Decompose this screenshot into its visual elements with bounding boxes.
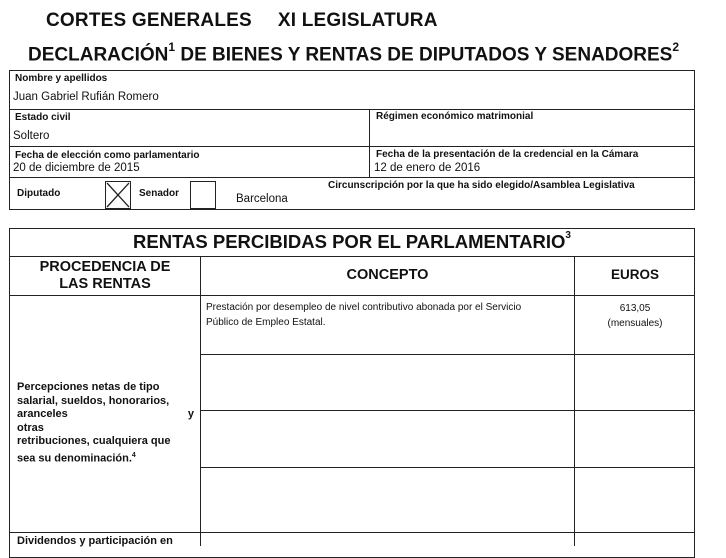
election-date-field[interactable]: 20 de diciembre de 2015 xyxy=(13,162,140,174)
header-line1 xyxy=(46,10,438,32)
footnote-ref-2: 2 xyxy=(672,40,680,54)
rentas-title-text: RENTAS PERCIBIDAS POR EL PARLAMENTARIO xyxy=(133,231,566,252)
perc-line5-text: sea su denominación. xyxy=(17,452,132,465)
senador-checkbox[interactable] xyxy=(190,181,216,209)
declaration-title xyxy=(28,42,679,66)
percepciones-label xyxy=(17,381,194,466)
perc-line1: Percepciones netas de tipo xyxy=(17,381,160,393)
civil-status-label: Estado civil xyxy=(15,112,71,123)
footnote-ref-3: 3 xyxy=(565,229,571,241)
rentas-section-title xyxy=(9,231,695,253)
dividendos-label: Dividendos y participación en xyxy=(17,535,173,547)
circumscription-field[interactable]: Barcelona xyxy=(236,193,288,205)
diputado-label: Diputado xyxy=(17,188,61,199)
header-euros: EUROS xyxy=(610,267,659,282)
checkmark-x-icon xyxy=(106,182,130,208)
perc-line3 xyxy=(17,408,194,435)
name-label: Nombre y apellidos xyxy=(15,73,108,84)
footnote-ref-1: 1 xyxy=(168,40,176,54)
perc-line3-text: aranceles y otras xyxy=(17,408,194,434)
circumscription-label: Circunscripción por la que ha sido elegido/Asamblea Legislativa xyxy=(328,180,635,191)
marital-regime-label: Régimen económico matrimonial xyxy=(376,111,534,122)
perc-line2: salarial, sueldos, honorarios, xyxy=(17,394,170,407)
perc-line4: retribuciones, cualquiera que xyxy=(17,435,171,447)
row1-concepto xyxy=(206,300,521,330)
credential-date-field[interactable]: 12 de enero de 2016 xyxy=(374,162,481,174)
senador-label: Senador xyxy=(139,188,180,199)
credential-date-label: Fecha de la presentación de la credencial en la Cámara xyxy=(376,149,639,160)
row1-concepto-line1: Prestación por desempleo de nivel contributivo abonada por el Servicio xyxy=(206,302,522,313)
legislatura-title: XI LEGISLATURA xyxy=(277,10,438,31)
name-field[interactable]: Juan Gabriel Rufián Romero xyxy=(13,91,159,103)
perc-line5 xyxy=(17,449,194,466)
row1-euros-period: (mensuales) xyxy=(607,318,663,329)
civil-status-field[interactable]: Soltero xyxy=(13,130,50,142)
row1-concepto-line2: Público de Empleo Estatal. xyxy=(206,317,326,328)
row1-euros xyxy=(575,301,695,331)
declaration-title-part1: DECLARACIÓN xyxy=(28,44,169,66)
diputado-checkbox[interactable] xyxy=(105,181,131,209)
row1-euros-value: 613,05 xyxy=(619,303,651,314)
footnote-ref-4: 4 xyxy=(131,451,136,459)
header-procedencia-line2: LAS RENTAS xyxy=(59,276,151,292)
header-procedencia xyxy=(10,259,200,293)
cortes-generales-title: CORTES GENERALES xyxy=(46,10,252,31)
declaration-title-part2: DE BIENES Y RENTAS DE DIPUTADOS Y SENADORES xyxy=(175,44,673,66)
header-concepto: CONCEPTO xyxy=(346,267,429,283)
header-procedencia-line1: PROCEDENCIA DE xyxy=(39,259,171,275)
election-date-label: Fecha de elección como parlamentario xyxy=(15,150,200,161)
